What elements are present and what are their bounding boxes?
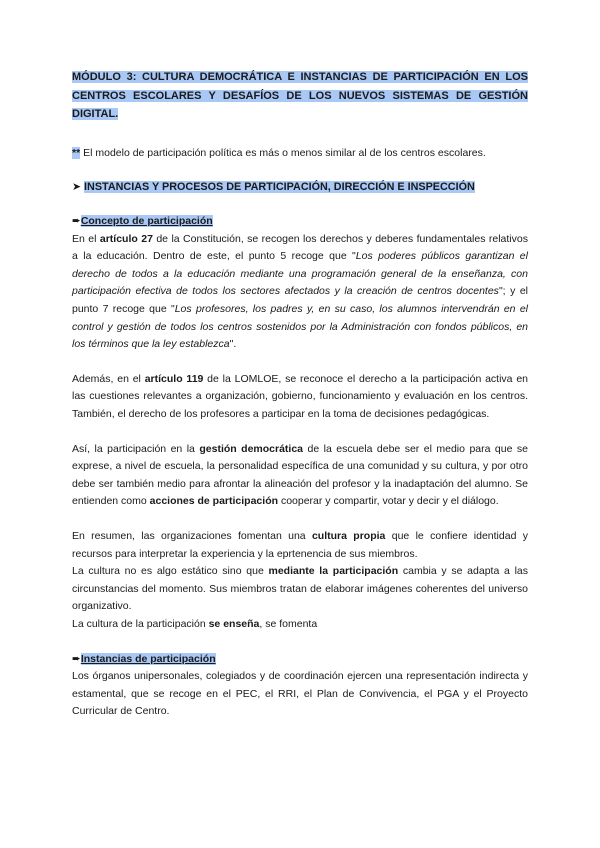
paragraph-articulo-27: [72, 231, 528, 354]
paragraph-cultura-ensena: [72, 616, 528, 634]
italic-quote: Los poderes públicos garantizan el derecho de todos a la educación mediante una programación general de la enseñanza, con participación efectiva de todos los sectores afectados y la creación de centros docentes: [72, 250, 528, 298]
text-run: Además, en el: [72, 372, 145, 385]
paragraph-resumen: [72, 528, 528, 563]
text-run: Así, la participación en la: [72, 442, 200, 455]
text-run: de la LOMLOE, se reconoce el derecho a la participación activa en las cuestiones relevantes a organización, gobierno, funcionamiento y evaluación en los centros. También, el derecho de los profesores a participar en la toma de decisiones pedagógicas.: [72, 372, 529, 421]
text-run: En resumen, las organizaciones fomentan una: [72, 530, 312, 542]
text-run: de la Constitución, se recogen los derechos y deberes fundamentales relativos a la educación. Dentro de este, el punto 5 recoge que ": [72, 232, 528, 263]
paragraph-articulo-119: [72, 371, 528, 424]
bold-run: artículo 119: [144, 372, 204, 385]
italic-quote: Los profesores, los padres y, en su caso, los alumnos intervendrán en el control y gestión de todos los centros sostenidos por la Administración con fondos públicos, en los términos que la ley establezca: [72, 303, 529, 351]
document-title: [72, 68, 528, 124]
section-heading: [72, 180, 528, 193]
text-run: cambia y se adapta a las circunstancias del momento. Sus miembros tratan de elaborar imágenes coherentes del universo organizativo.: [72, 565, 528, 613]
text-run: , se fomenta: [259, 617, 318, 630]
paragraph-instancias: Los órganos unipersonales, colegiados y de coordinación ejercen una representación indirecta y estamental, que se recoge en el PEC, el RRI, el Plan de Convivencia, el PGA y el Proyecto Curricular de Centro.: [72, 670, 528, 718]
text-run: de la escuela debe ser el medio para que se exprese, a nivel de escuela, la personalidad específica de una comunidad y su cultura, y por otro debe ser también medio para afrontar la alineación del profesor y la inadaptación del alumno. Se entienden como: [72, 442, 528, 508]
text-run: "; y el punto 7 recoge que ": [72, 285, 528, 316]
bold-run: mediante la participación: [268, 565, 399, 578]
title-highlight: MÓDULO 3: CULTURA DEMOCRÁTICA E INSTANCIAS DE PARTICIPACIÓN EN LOS CENTROS ESCOLARES Y DESAFÍOS DE LOS NUEVOS SISTEMAS DE GESTIÓN DIGITAL.: [72, 71, 528, 120]
subheading-concepto: [72, 213, 528, 231]
bold-run: se enseña: [208, 617, 260, 630]
spacer: [72, 424, 528, 441]
pointing-arrow-icon: ➨: [72, 652, 81, 665]
spacer: [72, 634, 528, 651]
bold-run: gestión democrática: [199, 442, 304, 455]
subheading-label: Instancias de participación: [80, 652, 216, 665]
text-run: La cultura no es algo estático sino que: [72, 565, 269, 578]
spacer: [72, 354, 528, 371]
text-run: ".: [229, 338, 237, 351]
text-run: cooperar y compartir, votar y decir y el diálogo.: [278, 495, 499, 508]
note-marker: **: [72, 146, 81, 159]
subheading-instancias: [72, 651, 528, 669]
subheading-label: Concepto de participación: [80, 215, 213, 228]
note-text: El modelo de participación política es más o menos similar al de los centros escolares.: [80, 146, 486, 159]
paragraph-gestion-democratica: [72, 441, 528, 511]
bold-run: artículo 27: [99, 232, 153, 245]
pointing-arrow-icon: ➨: [72, 215, 81, 228]
arrow-icon: ➤: [72, 181, 82, 194]
bold-run: acciones de participación: [149, 495, 279, 508]
text-run: que le confiere identidad y recursos para interpretar la experiencia y la eprtenencia de sus miembros.: [72, 530, 528, 560]
note-paragraph: [72, 145, 528, 163]
section-title: INSTANCIAS Y PROCESOS DE PARTICIPACIÓN, DIRECCIÓN E INSPECCIÓN: [84, 181, 475, 194]
bold-run: cultura propia: [311, 530, 386, 542]
text-run: La cultura de la participación: [72, 617, 209, 630]
text-run: En el: [72, 232, 100, 245]
paragraph-cultura-dinamica: [72, 563, 528, 616]
spacer: [72, 511, 528, 528]
